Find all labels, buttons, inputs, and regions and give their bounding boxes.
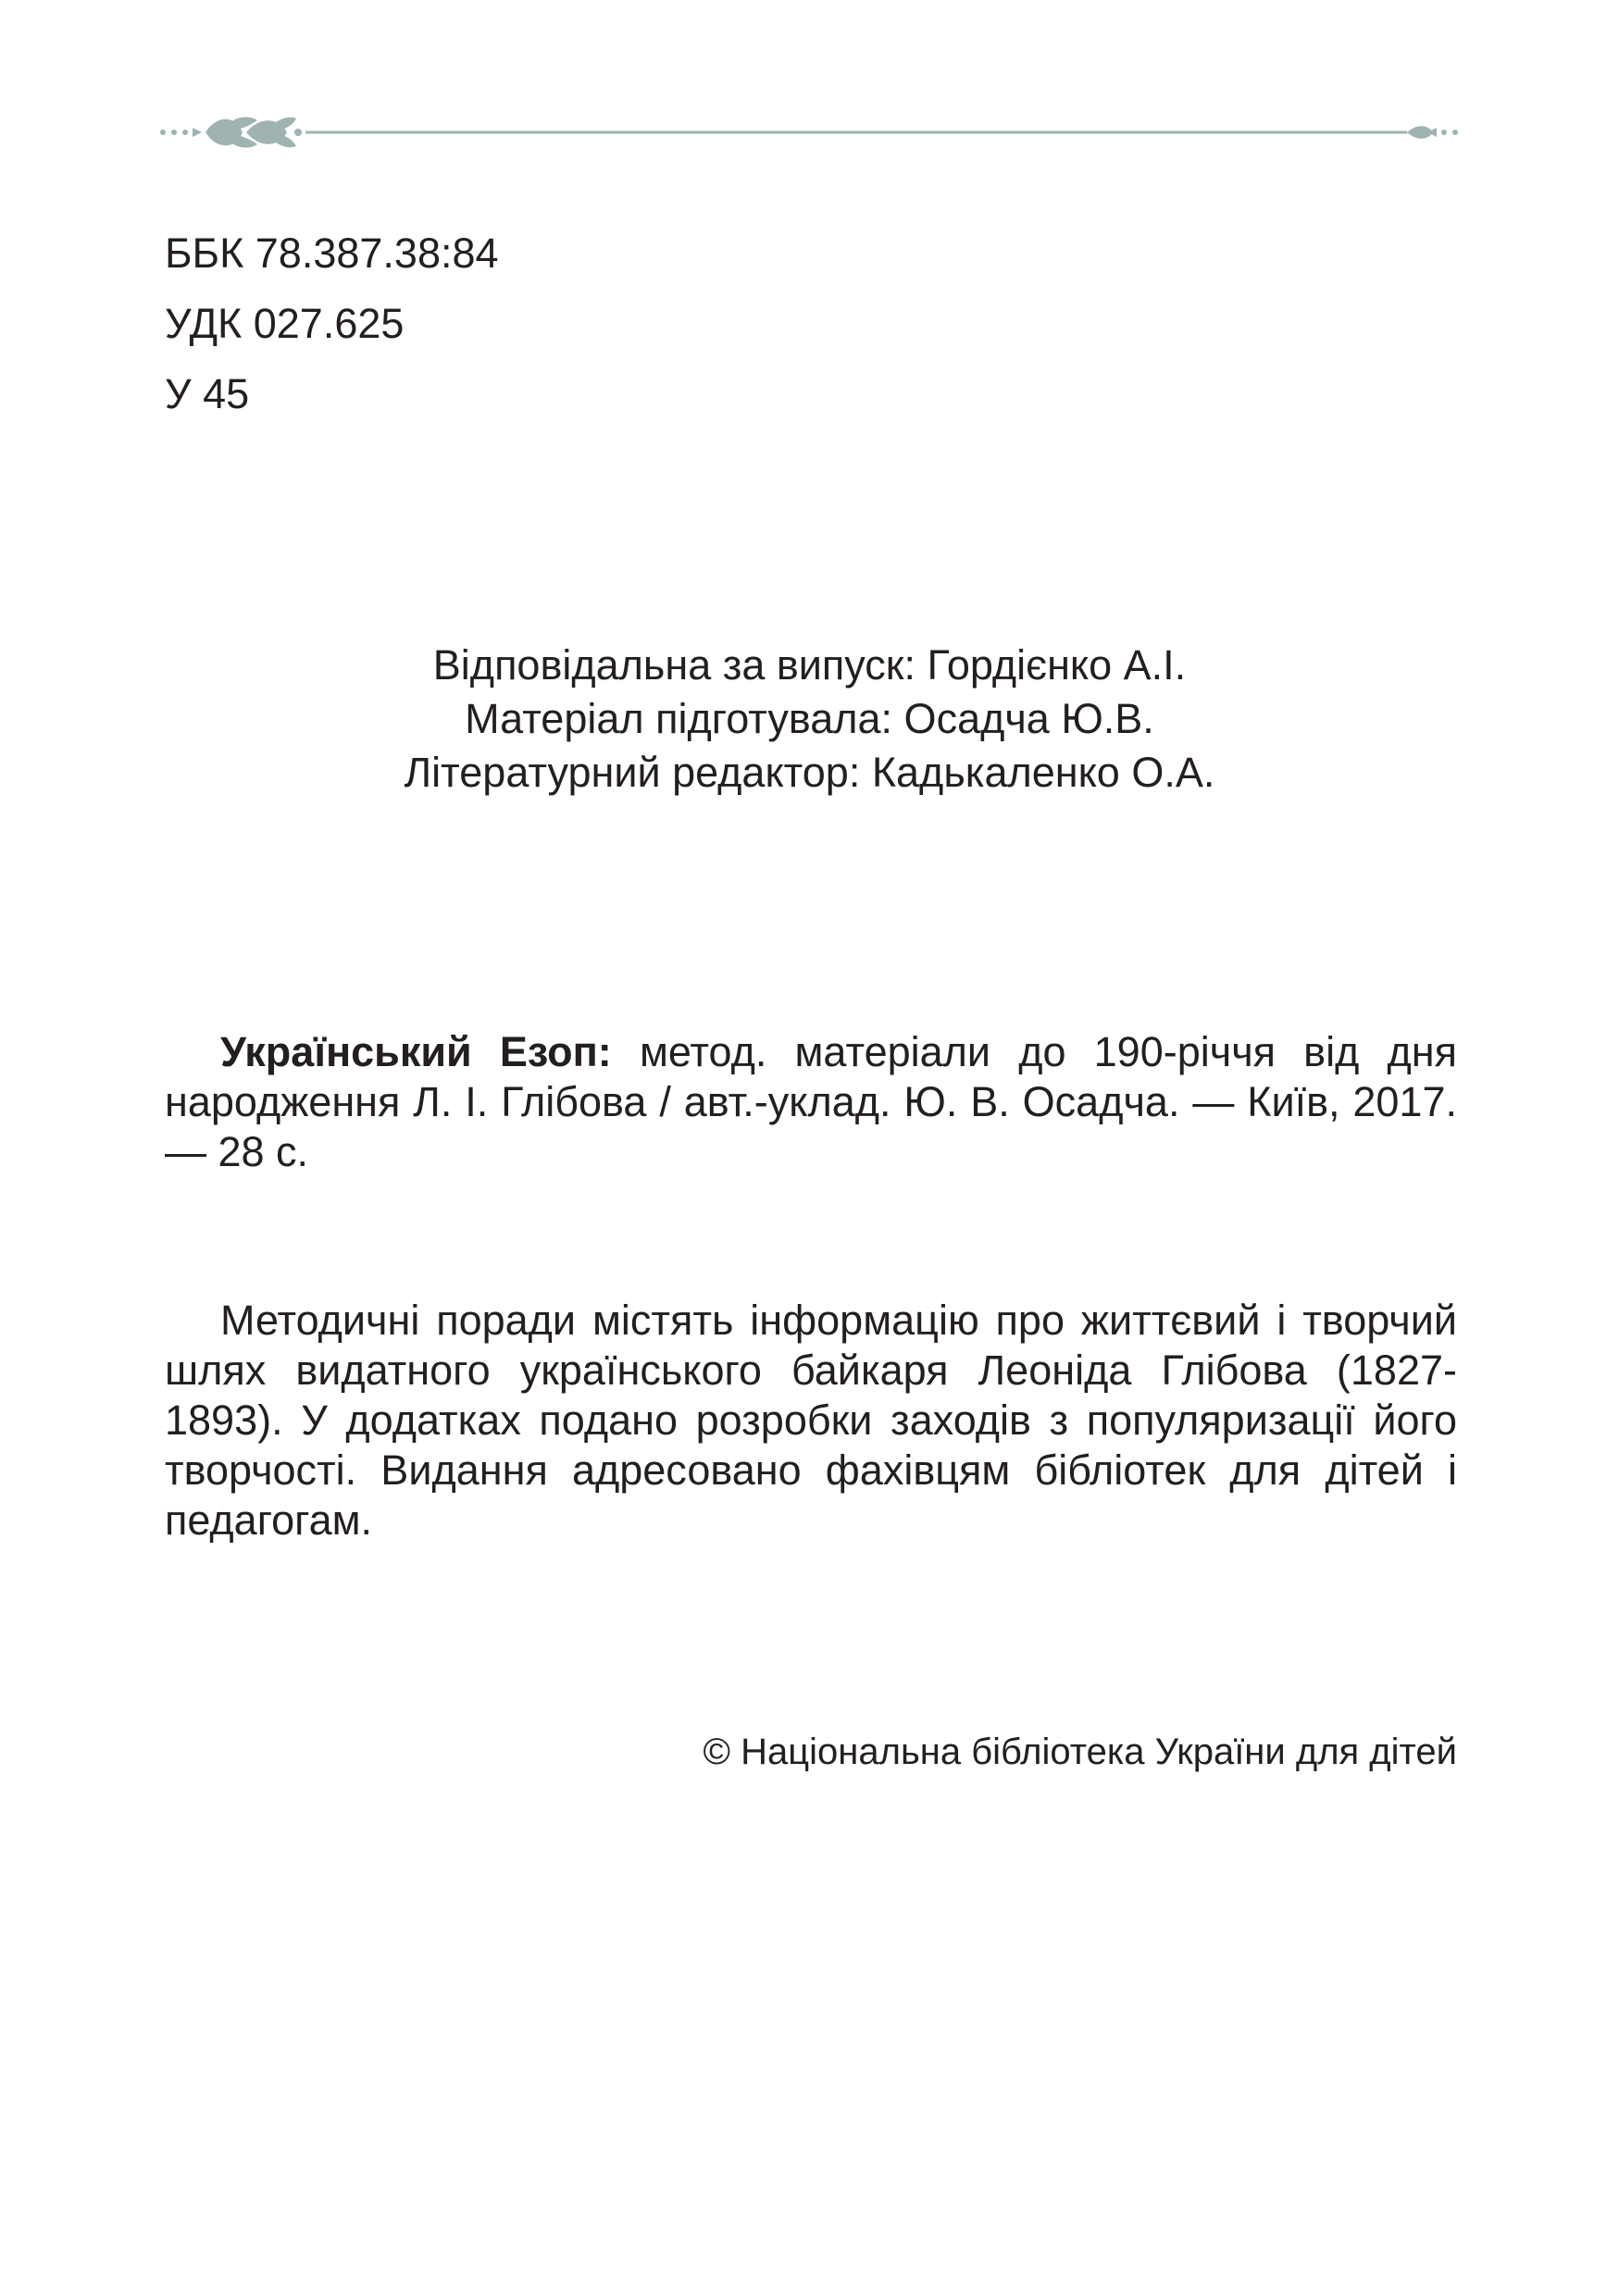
- bibliographic-description: [165, 1027, 1457, 1177]
- book-title: Український Езоп:: [220, 1028, 612, 1075]
- abstract-paragraph: Методичні поради містять інформацію про життєвий і творчий шлях видатного українського байкаря Леоніда Глібова (1827-1893). У додатках подано розробки заходів з популяризації його творчості. Видання адресовано фахівцям бібліотек для дітей і педагогам.: [165, 1297, 1457, 1544]
- responsible-persons: [0, 639, 1619, 800]
- material-author: Матеріал підготувала: Осадча Ю.В.: [465, 695, 1154, 742]
- catalog-codes: [165, 218, 499, 429]
- author-mark: У 45: [165, 370, 250, 417]
- responsible-editor: Відповідальна за випуск: Гордієнко А.І.: [432, 641, 1187, 689]
- literary-editor: Літературний редактор: Кадькаленко О.А.: [404, 749, 1215, 796]
- floral-divider-icon: [157, 109, 1463, 155]
- book-details: метод. матеріали до 190-річчя від дня народження Л. І. Глібова / авт.-уклад. Ю. В. Осадча. — Київ, 2017. — 28 с.: [165, 1028, 1457, 1175]
- bbk-code: ББК 78.387.38:84: [165, 230, 499, 277]
- copyright-notice: © Національна бібліотека України для дітей: [703, 1731, 1457, 1772]
- udk-code: УДК 027.625: [165, 300, 405, 347]
